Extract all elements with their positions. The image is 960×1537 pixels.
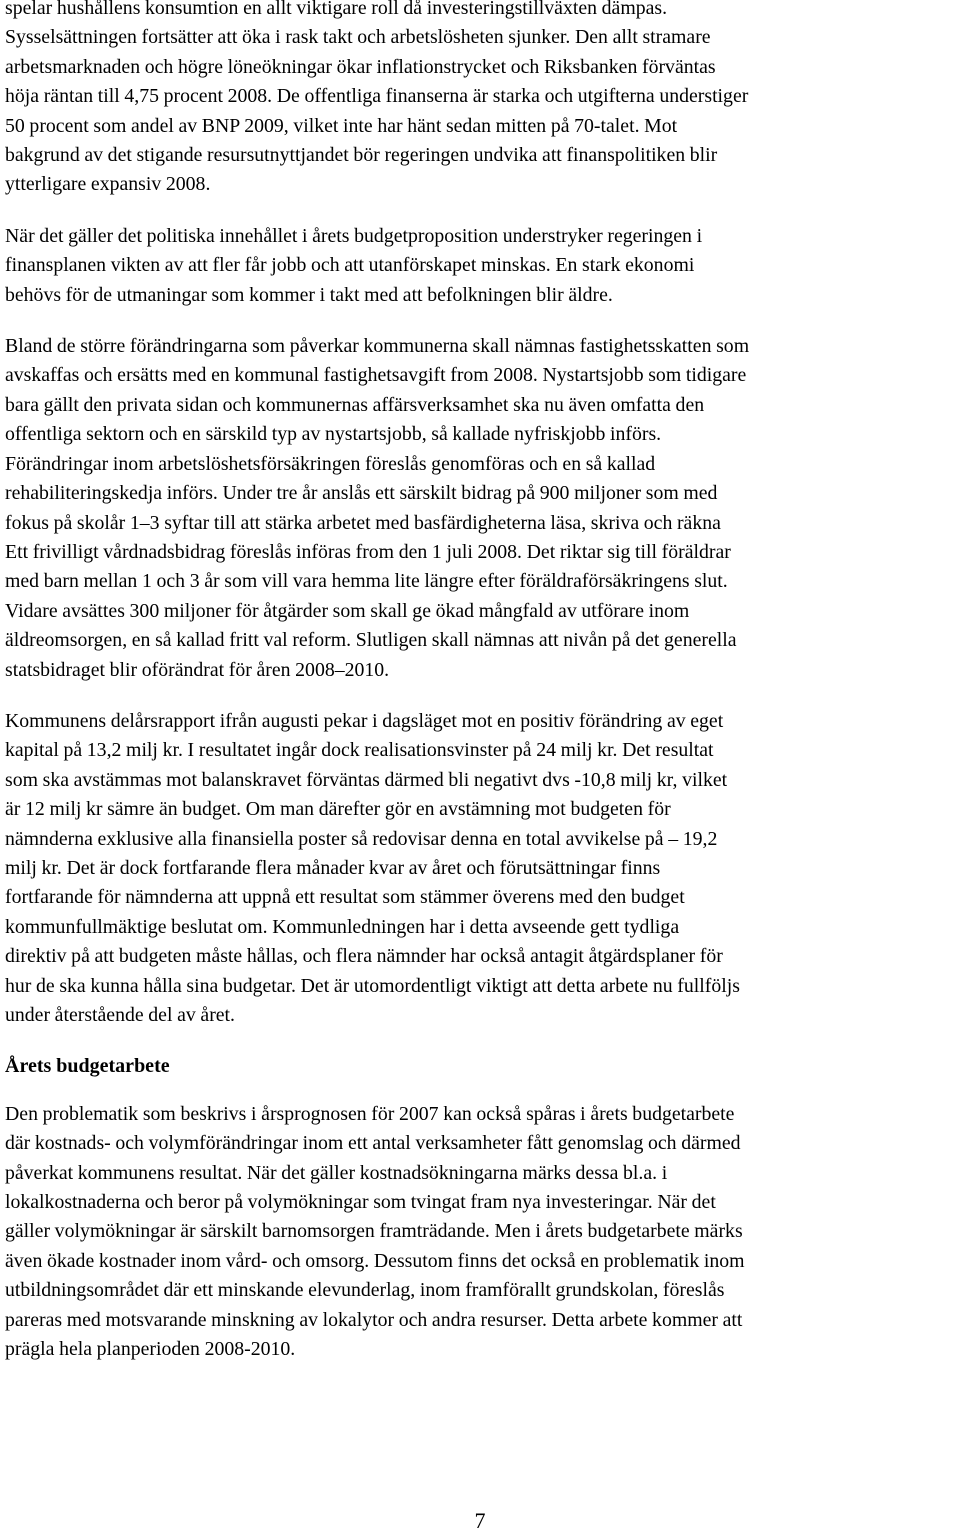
text-line: även ökade kostnader inom vård- och omsorg. Dessutom finns det också en problematik inom — [5, 1249, 745, 1272]
text-line: hur de ska kunna hålla sina budgetar. Det är utomordentligt viktigt att detta arbete nu fullföljs — [5, 974, 740, 997]
text-line: finansplanen vikten av att fler får jobb och att utanförskapet minskas. En stark ekonomi — [5, 254, 695, 277]
document-page — [5, 0, 957, 1386]
text-line: Kommunens delårsrapport ifrån augusti pekar i dagsläget mot en positiv förändring av eget — [5, 709, 724, 732]
text-line: bakgrund av det stigande resursutnyttjandet bör regeringen undvika att finanspolitiken blir — [5, 144, 718, 167]
body-text — [5, 0, 957, 1030]
text-line: behövs för de utmaningar som kommer i takt med att befolkningen blir äldre. — [5, 283, 613, 306]
text-line: När det gäller det politiska innehållet i årets budgetproposition understryker regeringen i — [5, 224, 703, 247]
text-line: arbetsmarknaden och högre löneökningar ökar inflationstrycket och Riksbanken förväntas — [5, 55, 716, 78]
text-line: gäller volymökningar är särskilt barnomsorgen framträdande. Men i årets budgetarbete märks — [5, 1220, 743, 1243]
text-line: 50 procent som andel av BNP 2009, vilket inte har hänt sedan mitten på 70-talet. Mot — [5, 114, 678, 137]
text-line: avskaffas och ersätts med en kommunal fastighetsavgift from 2008. Nystartsjobb som tidigare — [5, 364, 747, 387]
text-line: under återstående del av året. — [5, 1004, 236, 1026]
text-line: Förändringar inom arbetslöshetsförsäkringen föreslås genomföras och en så kallad — [5, 452, 656, 475]
text-line: nämnderna exklusive alla finansiella poster så redovisar denna en total avvikelse på – 19,2 — [5, 827, 718, 850]
text-line: där kostnads- och volymförändringar inom ett antal verksamheter fått genomslag och därmed — [5, 1132, 741, 1155]
page-number: 7 — [474, 1508, 486, 1533]
text-line: kapital på 13,2 milj kr. I resultatet ingår dock realisationsvinster på 24 milj kr. Det resultat — [5, 739, 714, 762]
text-line: bara gällt den privata sidan och kommunernas affärsverksamhet ska nu även omfatta den — [5, 393, 705, 416]
text-line: höja räntan till 4,75 procent 2008. De offentliga finanserna är starka och utgifterna understiger — [5, 85, 749, 108]
paragraph — [5, 332, 957, 685]
text-line: pareras med motsvarande minskning av lokalytor och andra resurser. Detta arbete kommer att — [5, 1308, 743, 1331]
paragraph — [5, 0, 957, 200]
text-line: med barn mellan 1 och 3 år som vill vara hemma lite längre efter föräldraförsäkringens slut. — [5, 570, 728, 593]
text-line: som ska avstämmas mot balanskravet förväntas därmed bli negativt dvs -10,8 milj kr, vilket — [5, 768, 728, 791]
text-line: rehabiliteringskedja införs. Under tre år anslås ett särskilt bidrag på 900 miljoner som med — [5, 482, 718, 505]
text-line: Sysselsättningen fortsätter att öka i rask takt och arbetslösheten sjunker. Den allt stramare — [5, 26, 711, 49]
text-line: offentliga sektorn och en särskild typ av nystartsjobb, så kallade nyfriskjobb införs. — [5, 423, 662, 446]
text-line: fokus på skolår 1–3 syftar till att stärka arbetet med basfärdigheterna läsa, skriva och räkna — [5, 511, 721, 534]
text-line: kommunfullmäktige beslutat om. Kommunledningen har i detta avseende gett tydliga — [5, 915, 680, 938]
text-line: spelar hushållens konsumtion en allt viktigare roll då investeringstillväxten dämpas. — [5, 0, 668, 19]
section-heading: Årets budgetarbete — [5, 1055, 170, 1078]
paragraph — [5, 707, 957, 1030]
text-line: Bland de större förändringarna som påverkar kommunerna skall nämnas fastighetsskatten som — [5, 335, 750, 358]
paragraph — [5, 222, 957, 310]
text-line: prägla hela planperioden 2008-2010. — [5, 1338, 296, 1361]
text-line: Den problematik som beskrivs i årsprognosen för 2007 kan också spåras i årets budgetarbete — [5, 1102, 735, 1125]
text-line: direktiv på att budgeten måste hållas, och flera nämnder har också antagit åtgärdsplaner för — [5, 945, 723, 968]
text-line: Vidare avsättes 300 miljoner för åtgärder som skall ge ökad mångfald av utförare inom — [5, 599, 690, 622]
text-line: milj kr. Det är dock fortfarande flera månader kvar av året och förutsättningar finns — [5, 856, 661, 879]
text-line: är 12 milj kr sämre än budget. Om man därefter gör en avstämning mot budgeten för — [5, 798, 671, 821]
text-line: ytterligare expansiv 2008. — [5, 173, 211, 196]
section-body — [5, 1100, 957, 1365]
text-line: lokalkostnaderna och beror på volymökningar som tvingat fram nya investeringar. När det — [5, 1191, 716, 1214]
text-line: statsbidraget blir oförändrat för åren 2008–2010. — [5, 658, 390, 681]
paragraph — [5, 1100, 957, 1365]
text-line: utbildningsområdet där ett minskande elevunderlag, inom framförallt grundskolan, föreslås — [5, 1279, 725, 1302]
text-line: påverkat kommunens resultat. När det gäller kostnadsökningarna märks dessa bl.a. i — [5, 1161, 668, 1184]
text-line: fortfarande för nämnderna att uppnå ett resultat som stämmer överens med den budget — [5, 886, 685, 909]
text-line: äldreomsorgen, en så kallad fritt val reform. Slutligen skall nämnas att nivån på det generella — [5, 629, 737, 652]
text-line: Ett frivilligt vårdnadsbidrag föreslås införas from den 1 juli 2008. Det riktar sig till föräldrar — [5, 540, 731, 563]
